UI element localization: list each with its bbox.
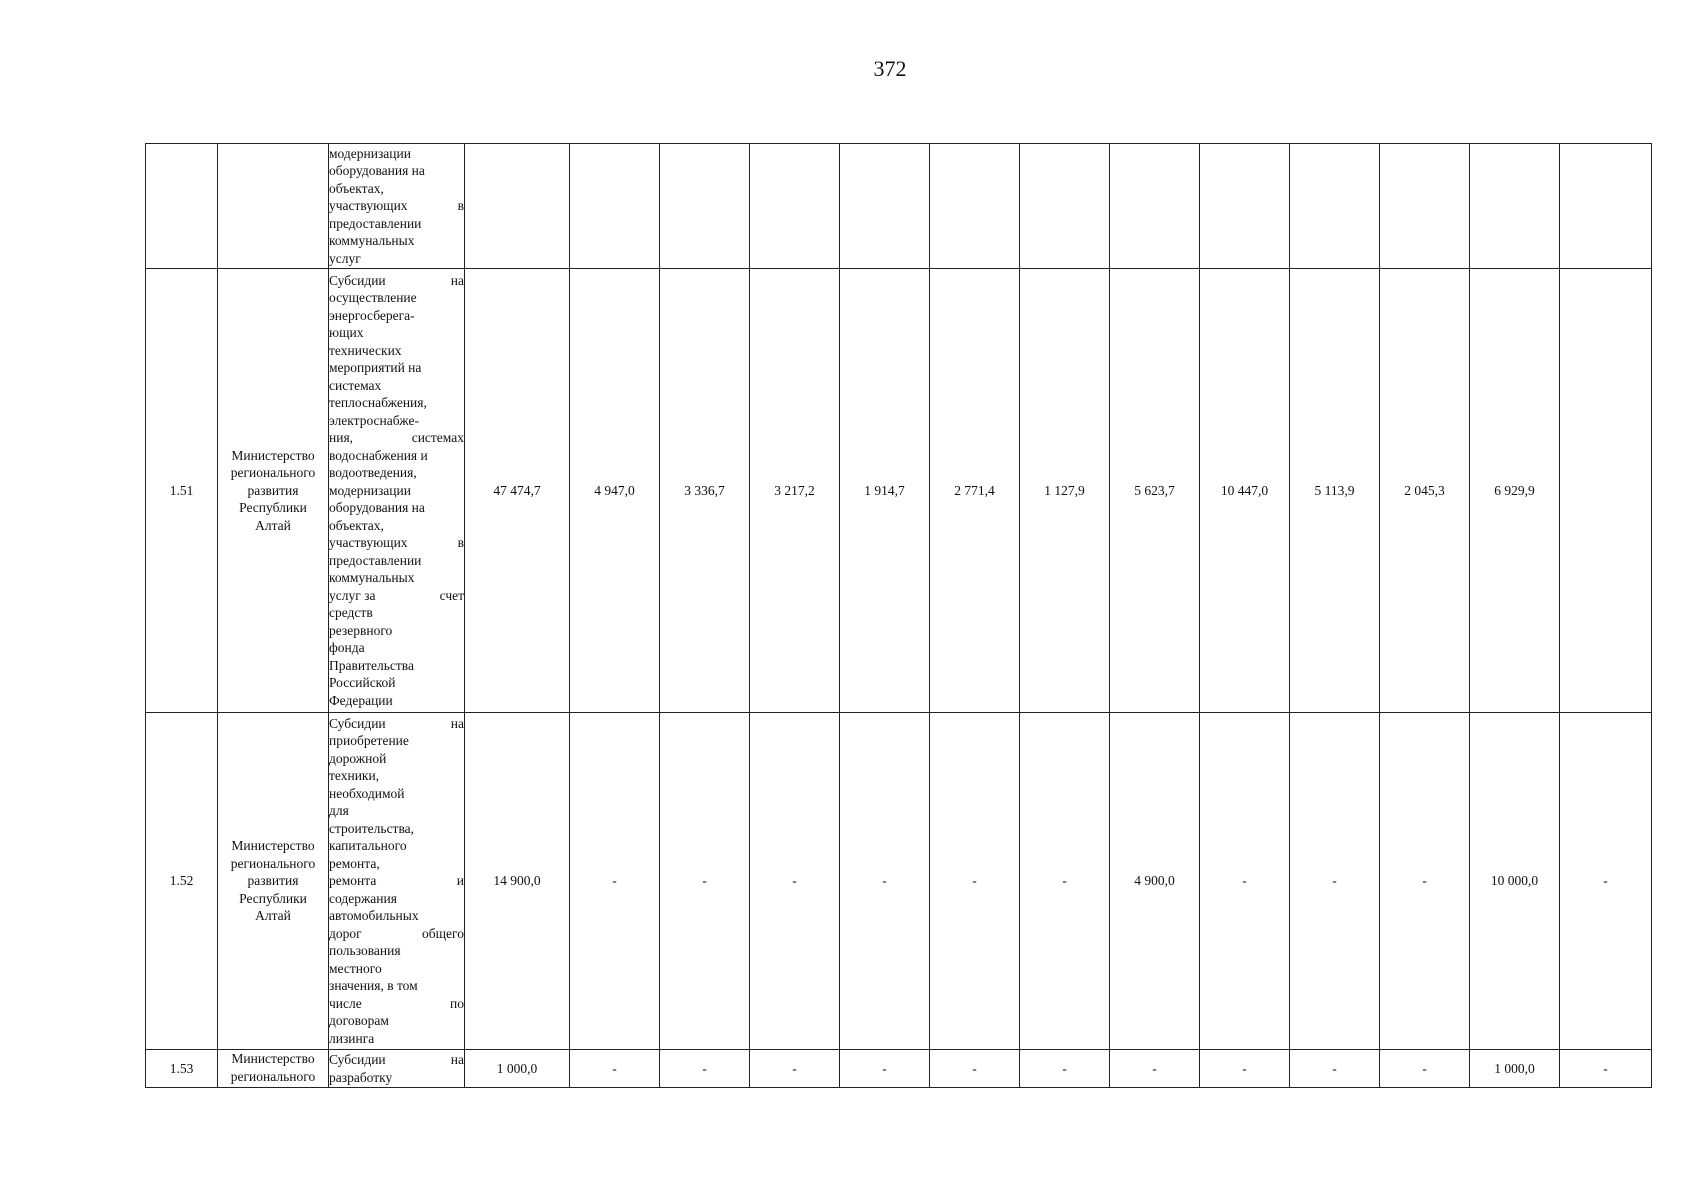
funding-value [750,144,840,269]
description-line: водоотведения, [329,465,417,481]
funding-value: 2 045,3 [1380,269,1470,713]
description-line: лизинга [329,1030,375,1046]
responsible-organization [218,269,329,713]
funding-value [570,144,660,269]
funding-value: - [1560,713,1652,1050]
description-line [329,1051,464,1069]
description-word: ния, [329,430,354,446]
description-word: счет [439,587,464,603]
description-word: Субсидии [329,715,386,731]
description-word: в [457,198,464,214]
description-word: Субсидии [329,1052,386,1067]
table-row [146,269,1652,713]
funding-value: 4 947,0 [570,269,660,713]
page-number: 372 [873,56,907,81]
funding-value: 6 929,9 [1470,269,1560,713]
funding-value: - [750,1050,840,1088]
funding-value [1560,144,1652,269]
description-line: мероприятий на [329,360,422,376]
measure-description [329,1050,465,1088]
description-line: энергосберега- [329,307,415,323]
description-line [329,272,464,290]
funding-value [840,144,930,269]
description-line: теплоснабжения, [329,395,427,411]
funding-value: - [660,1050,750,1088]
description-line: фонда [329,640,365,656]
description-line: предоставлении [329,215,422,231]
description-word: по [450,995,464,1011]
funding-value: - [570,713,660,1050]
funding-value: 1 914,7 [840,269,930,713]
organization-line: развития [247,873,299,889]
organization-line: Алтай [255,908,291,924]
description-word: участвующих [329,535,408,551]
organization-line: регионального [230,1068,316,1084]
funding-value: - [930,1050,1020,1088]
table-row [146,1050,1652,1088]
description-word: числе [329,995,362,1011]
description-line [329,197,464,215]
description-line: Российской [329,675,396,691]
funding-value: - [1290,713,1380,1050]
description-line: договорам [329,1013,389,1029]
description-line: местного [329,960,382,976]
description-line [329,587,464,605]
funding-value: - [1200,1050,1290,1088]
description-line: коммунальных [329,233,415,249]
description-line: капитального [329,838,407,854]
measure-description [329,269,465,713]
funding-value: 14 900,0 [465,713,570,1050]
table-body [146,144,1652,1088]
description-word: системах [411,430,464,446]
description-word: на [450,272,464,288]
row-number: 1.52 [146,713,218,1050]
funding-value: 47 474,7 [465,269,570,713]
description-line: объектах, [329,517,384,533]
description-line: предоставлении [329,552,422,568]
description-line: дорожной [329,750,387,766]
description-line: резервного [329,622,393,638]
organization-line: Министерство [231,447,315,463]
funding-value [465,144,570,269]
description-line [329,995,464,1013]
budget-table [145,143,1652,1088]
row-number [146,144,218,269]
description-line: осуществление [329,290,417,306]
funding-value: 10 000,0 [1470,713,1560,1050]
description-line: техники, [329,768,380,784]
row-number: 1.51 [146,269,218,713]
description-line: приобретение [329,733,409,749]
description-line: коммунальных [329,570,415,586]
funding-value: - [570,1050,660,1088]
organization-line: регионального [230,465,316,481]
funding-value [1560,269,1652,713]
funding-value: 3 336,7 [660,269,750,713]
description-line: разработку [329,1069,393,1085]
funding-value: 4 900,0 [1110,713,1200,1050]
funding-value: - [930,713,1020,1050]
organization-line: Министерство [231,1051,315,1066]
description-line: пользования [329,943,401,959]
description-line: необходимой [329,785,405,801]
organization-line: Алтай [255,517,291,533]
funding-value: - [840,1050,930,1088]
description-line: оборудования на [329,500,425,516]
description-line: оборудования на [329,163,425,179]
description-word: на [450,715,464,731]
funding-value: 5 623,7 [1110,269,1200,713]
funding-value: 2 771,4 [930,269,1020,713]
funding-value: - [660,713,750,1050]
funding-value: - [1380,1050,1470,1088]
funding-value: - [840,713,930,1050]
funding-value: - [1020,713,1110,1050]
description-line: автомобильных [329,908,419,924]
funding-value: - [1200,713,1290,1050]
funding-value [1110,144,1200,269]
description-word: участвующих [329,198,408,214]
description-line: средств [329,605,373,621]
description-line: содержания [329,890,397,906]
description-word: общего [422,925,464,941]
funding-value: 1 000,0 [465,1050,570,1088]
funding-value [1020,144,1110,269]
organization-line: регионального [230,855,316,871]
description-line: значения, в том [329,978,418,994]
responsible-organization [218,713,329,1050]
funding-value [1470,144,1560,269]
funding-value: 3 217,2 [750,269,840,713]
description-line [329,715,464,733]
description-line: ющих [329,325,364,341]
description-line [329,925,464,943]
description-line: ремонта, [329,855,380,871]
funding-value [1380,144,1470,269]
measure-description [329,144,465,269]
funding-value: 5 113,9 [1290,269,1380,713]
description-word: дорог [329,925,362,941]
row-number: 1.53 [146,1050,218,1088]
funding-value: 1 127,9 [1020,269,1110,713]
funding-value: - [1110,1050,1200,1088]
organization-line: Республики [239,890,307,906]
description-line: водоснабжения и [329,447,428,463]
description-line: объектах, [329,180,384,196]
description-line: строительства, [329,820,415,836]
funding-value: - [1020,1050,1110,1088]
organization-line: Министерство [231,838,315,854]
responsible-organization [218,1050,329,1088]
description-line: модернизации [329,145,411,161]
description-line: услуг [329,250,361,266]
funding-value: - [1290,1050,1380,1088]
funding-value: 1 000,0 [1470,1050,1560,1088]
description-line: модернизации [329,482,411,498]
funding-value [930,144,1020,269]
measure-description [329,713,465,1050]
responsible-organization [218,144,329,269]
description-line: электроснабже- [329,412,419,428]
funding-value [1200,144,1290,269]
description-line [329,872,464,890]
description-line: Федерации [329,692,393,708]
funding-value [1290,144,1380,269]
description-line: системах [329,377,382,393]
description-line: Правительства [329,657,414,673]
funding-value [660,144,750,269]
funding-value: 10 447,0 [1200,269,1290,713]
description-word: в [457,535,464,551]
description-word: услуг за [329,587,376,603]
description-word: на [450,1052,464,1067]
organization-line: Республики [239,500,307,516]
table-row [146,713,1652,1050]
funding-value: - [1560,1050,1652,1088]
table-row [146,144,1652,269]
description-word: Субсидии [329,272,386,288]
description-word: ремонта [329,873,377,889]
description-word: и [456,873,464,889]
description-line: для [329,803,349,819]
funding-value: - [1380,713,1470,1050]
description-line [329,534,464,552]
description-line [329,429,464,447]
funding-value: - [750,713,840,1050]
organization-line: развития [247,482,299,498]
description-line: технических [329,342,402,358]
